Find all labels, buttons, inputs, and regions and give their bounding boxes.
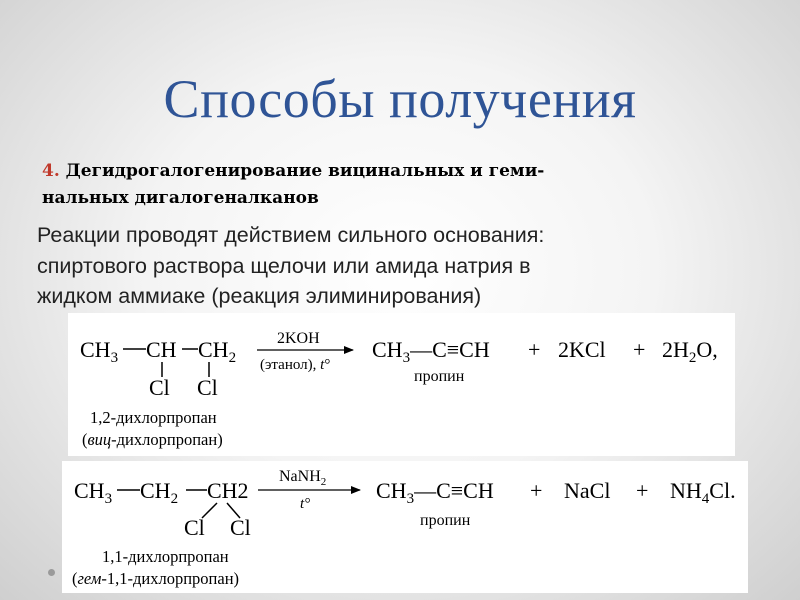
section-number: 4. bbox=[42, 161, 60, 181]
r2-product: $CH_3—C\equiv CH$ bbox=[376, 478, 494, 507]
r2-reagent-top: NaNH$_2$ bbox=[279, 468, 327, 488]
bullet-dot bbox=[48, 569, 55, 576]
r2-reactant-alt-name: (гем-1,1-дихлорпропан) bbox=[72, 569, 240, 588]
reaction-2-scheme bbox=[62, 461, 748, 593]
r2-ch2: $CH_2$ bbox=[140, 478, 179, 507]
r2-arrowhead bbox=[351, 486, 361, 494]
r1-plus-1: + bbox=[528, 337, 541, 362]
r1-product-name: пропин bbox=[414, 368, 465, 385]
r2-plus-2: + bbox=[636, 478, 649, 503]
section-heading-line2: нальных дигалогеналканов bbox=[42, 188, 319, 208]
r2-ch3: $CH_3$ bbox=[74, 478, 113, 507]
r1-arrowhead bbox=[344, 346, 354, 354]
section-heading-line1: Дегидрогалогенирование вицинальных и геми- bbox=[59, 161, 545, 181]
section-heading bbox=[42, 158, 742, 212]
r2-reagent-bottom: t° bbox=[300, 496, 311, 512]
r2-cl2: Cl bbox=[230, 515, 251, 540]
r1-ch3: $CH_3$ bbox=[80, 337, 119, 366]
r1-reagent-top: 2KOH bbox=[277, 330, 320, 347]
r1-reactant-name: 1,2-дихлорпропан bbox=[90, 408, 217, 427]
reaction-2-panel bbox=[62, 461, 748, 593]
r2-byproduct-nacl: NaCl bbox=[564, 478, 611, 503]
reaction-1-scheme bbox=[68, 313, 735, 456]
r1-product: $CH_3—C\equiv CH$ bbox=[372, 337, 490, 366]
r2-byproduct-nh4cl: $NH_4Cl$. bbox=[670, 478, 736, 507]
r2-reactant-name: 1,1-дихлорпропан bbox=[102, 547, 229, 566]
r1-ch: CH bbox=[146, 337, 177, 362]
r1-reactant-alt-name: (виц-дихлорпропан) bbox=[82, 430, 223, 449]
body-paragraph bbox=[37, 220, 737, 312]
r2-product-name: пропин bbox=[420, 512, 471, 529]
r1-byproduct-kcl: 2KCl bbox=[558, 337, 606, 362]
r1-ch2: $CH_2$ bbox=[198, 337, 237, 366]
r2-ch: CH2 bbox=[207, 478, 249, 503]
body-line-1: Реакции проводят действием сильного основания: bbox=[37, 223, 545, 247]
r1-plus-2: + bbox=[633, 337, 646, 362]
r2-cl1: Cl bbox=[184, 515, 205, 540]
r1-reagent-bottom: (этанол), t° bbox=[260, 357, 331, 373]
r1-byproduct-water: $2H_2O$, bbox=[662, 337, 718, 366]
r1-cl1: Cl bbox=[149, 375, 170, 400]
body-line-3: жидком аммиаке (реакция элиминирования) bbox=[37, 284, 482, 308]
r1-cl2: Cl bbox=[197, 375, 218, 400]
reaction-1-panel bbox=[68, 313, 735, 456]
slide-title: Способы получения bbox=[163, 69, 637, 129]
r2-plus-1: + bbox=[530, 478, 543, 503]
body-line-2: спиртового раствора щелочи или амида натрия в bbox=[37, 253, 531, 278]
